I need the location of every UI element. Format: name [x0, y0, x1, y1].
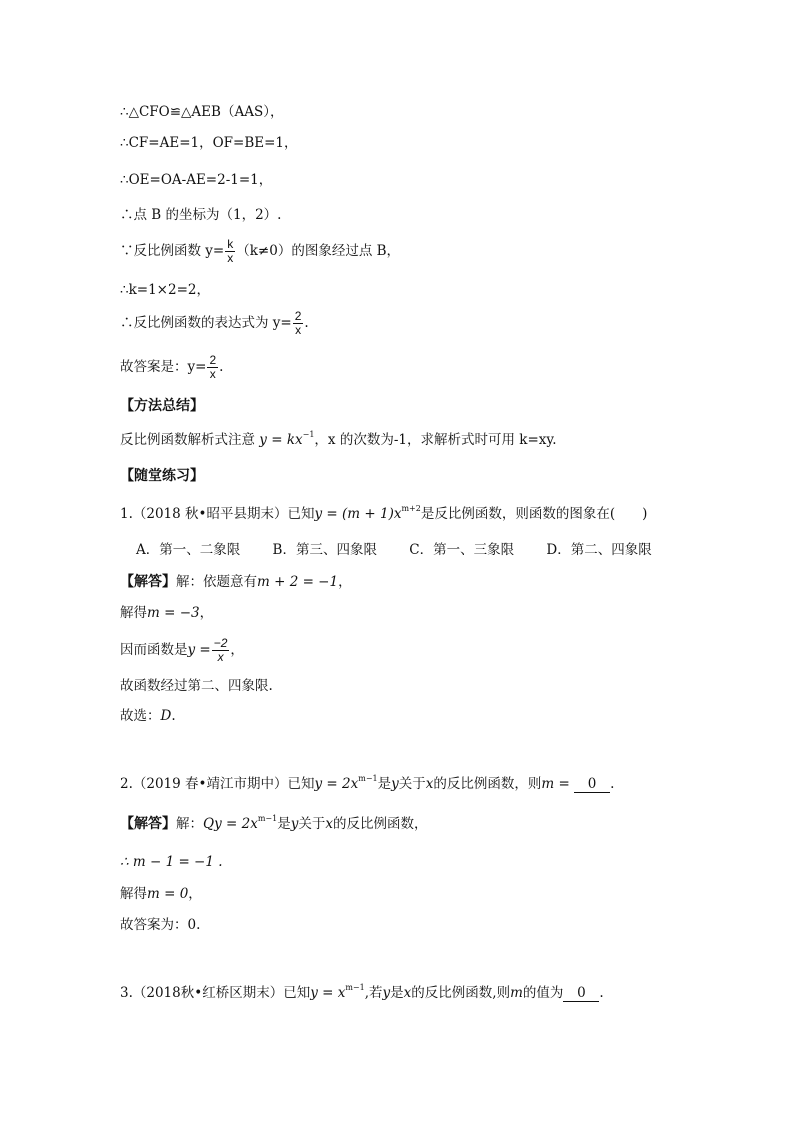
answer-tag: 【解答】	[120, 574, 176, 590]
q1-answer-line-5	[120, 706, 176, 726]
line8-suffix: .	[219, 359, 224, 375]
q1-a3-suffix: ，	[230, 642, 244, 658]
method-text	[120, 430, 557, 450]
q1-answer-line-1	[120, 572, 352, 592]
line5-prefix: ∵反比例函数 y=	[120, 243, 225, 259]
q1-expression: y = (m + 1)x	[314, 506, 402, 522]
q2-a3-suffix: ，	[188, 886, 202, 902]
q1-a3-prefix: 因而函数是	[120, 642, 188, 658]
fraction-denominator: x	[295, 323, 302, 337]
fraction-2-over-x	[207, 354, 218, 381]
q2-a3-expression: m = 0	[147, 886, 189, 902]
q3-exponent: m−1	[345, 983, 365, 992]
q2-a1-expression: y = 2x	[214, 816, 258, 832]
q2-answer-line-2: ∴ m − 1 = −1 .	[120, 854, 223, 870]
option-d[interactable]: D．第二、四象限	[546, 542, 652, 558]
q2-m: m =	[541, 776, 570, 792]
solution-line-6: ∴k=1×2=2，	[120, 282, 210, 298]
fraction-2-over-x	[293, 310, 304, 337]
q2-expression: y = 2x	[314, 776, 359, 792]
question-3	[120, 983, 604, 1003]
q2-prefix: 2.（2019 春•靖江市期中）已知	[120, 776, 315, 792]
q3-y: y	[382, 985, 391, 1001]
answer-tag: 【解答】	[120, 816, 176, 832]
q3-mid3: 的反比例函数,则	[411, 985, 511, 1001]
q1-a2-prefix: 解得	[120, 605, 147, 621]
q1-suffix: 是反比例函数，则函数的图象在( )	[420, 506, 648, 522]
q1-answer-line-3	[120, 637, 244, 664]
solution-line-5	[120, 238, 400, 265]
line8-prefix: 故答案是：y=	[120, 359, 207, 375]
q2-a1-x: x	[325, 816, 333, 832]
q1-a5-choice: D	[160, 708, 172, 724]
q1-a5-suffix: .	[171, 708, 176, 724]
q2-y: y	[391, 776, 399, 792]
line7-suffix: .	[304, 315, 309, 331]
q2-a1-y: y	[290, 816, 299, 832]
q3-x: x	[403, 985, 412, 1001]
q2-answer-line-3	[120, 884, 202, 904]
q2-x: x	[425, 776, 434, 792]
method-heading: 【方法总结】	[120, 398, 204, 414]
solution-line-4: ∴点 B 的坐标为（1，2）.	[120, 207, 282, 223]
q1-a3-y: y =	[187, 642, 211, 658]
option-b[interactable]: B．第三、四象限	[272, 542, 377, 558]
q3-answer-blank[interactable]: 0	[563, 985, 599, 1002]
method-exponent: −1	[302, 430, 315, 439]
q2-mid1: 是	[377, 776, 392, 792]
fraction-denominator: x	[227, 251, 234, 265]
fraction-minus2-over-x	[212, 637, 230, 664]
q1-a1-suffix: ，	[338, 574, 352, 590]
fraction-numerator: 2	[294, 309, 302, 323]
q1-a1-prefix: 解：依题意有	[176, 574, 257, 590]
solution-line-3: ∴OE=OA-AE=2-1=1，	[120, 172, 273, 188]
solution-line-1: ∴△CFO≌△AEB（AAS），	[120, 104, 284, 120]
fraction-numerator: −2	[213, 636, 228, 650]
line7-prefix: ∴反比例函数的表达式为 y=	[120, 315, 292, 331]
q1-a2-expression: m = −3	[147, 605, 200, 621]
q1-exponent: m+2	[401, 504, 421, 513]
q3-expression: y = x	[310, 985, 346, 1001]
q3-mid2: 是	[390, 985, 404, 1001]
question-2	[120, 774, 614, 794]
q1-a2-suffix: ，	[199, 605, 214, 621]
q2-suffix: .	[610, 776, 615, 792]
q1-a5-prefix: 故选：	[120, 708, 161, 724]
q3-mid1: ,若	[364, 985, 383, 1001]
q3-m: m	[510, 985, 523, 1001]
q1-a1-expression: m + 2 = −1	[257, 574, 339, 590]
fraction-numerator: k	[227, 237, 234, 251]
q2-answer-line-4: 故答案为：0.	[120, 917, 201, 933]
option-a[interactable]: A．第一、二象限	[136, 542, 241, 558]
q1-answer-line-2	[120, 603, 213, 623]
q1-options	[136, 540, 680, 560]
q1-answer-line-4: 故函数经过第二、四象限.	[120, 678, 273, 694]
q2-a1-prefix: 解：	[176, 816, 203, 832]
q2-exponent: m−1	[358, 774, 378, 783]
fraction-denominator: x	[209, 367, 216, 381]
q3-mid4: 的值为	[522, 985, 564, 1001]
q2-a1-mid2: 关于	[298, 816, 326, 832]
q2-a1-q: Q	[203, 816, 215, 832]
fraction-denominator: x	[217, 650, 224, 664]
method-prefix: 反比例函数解析式注意	[120, 432, 255, 448]
solution-line-8	[120, 354, 223, 381]
q2-mid2: 关于	[398, 776, 426, 792]
method-suffix: ，x 的次数为-1，求解析式时可用 k=xy.	[314, 432, 557, 448]
method-expression: y = kx	[259, 432, 303, 448]
q3-prefix: 3.（2018秋•红桥区期末）已知	[120, 985, 311, 1001]
practice-heading: 【随堂练习】	[120, 468, 204, 484]
question-1	[120, 504, 647, 524]
q2-a3-prefix: 解得	[120, 886, 147, 902]
q1-prefix: 1.（2018 秋•昭平县期末）已知	[120, 506, 315, 522]
solution-line-7	[120, 310, 309, 337]
q2-a1-mid1: 是	[277, 816, 291, 832]
q3-suffix: .	[599, 985, 604, 1001]
solution-line-2: ∴CF=AE=1，OF=BE=1，	[120, 135, 298, 151]
option-c[interactable]: C．第一、三象限	[409, 542, 515, 558]
fraction-numerator: 2	[209, 353, 217, 367]
q2-answer-blank[interactable]: 0	[574, 776, 610, 793]
fraction-k-over-x	[225, 238, 235, 265]
q2-a1-exponent: m−1	[257, 814, 278, 823]
line5-suffix: （k≠0）的图象经过点 B，	[236, 243, 401, 259]
q2-answer-line-1	[120, 814, 427, 834]
q2-mid3: 的反比例函数，则	[433, 776, 542, 792]
q2-a1-suffix: 的反比例函数，	[332, 816, 428, 832]
